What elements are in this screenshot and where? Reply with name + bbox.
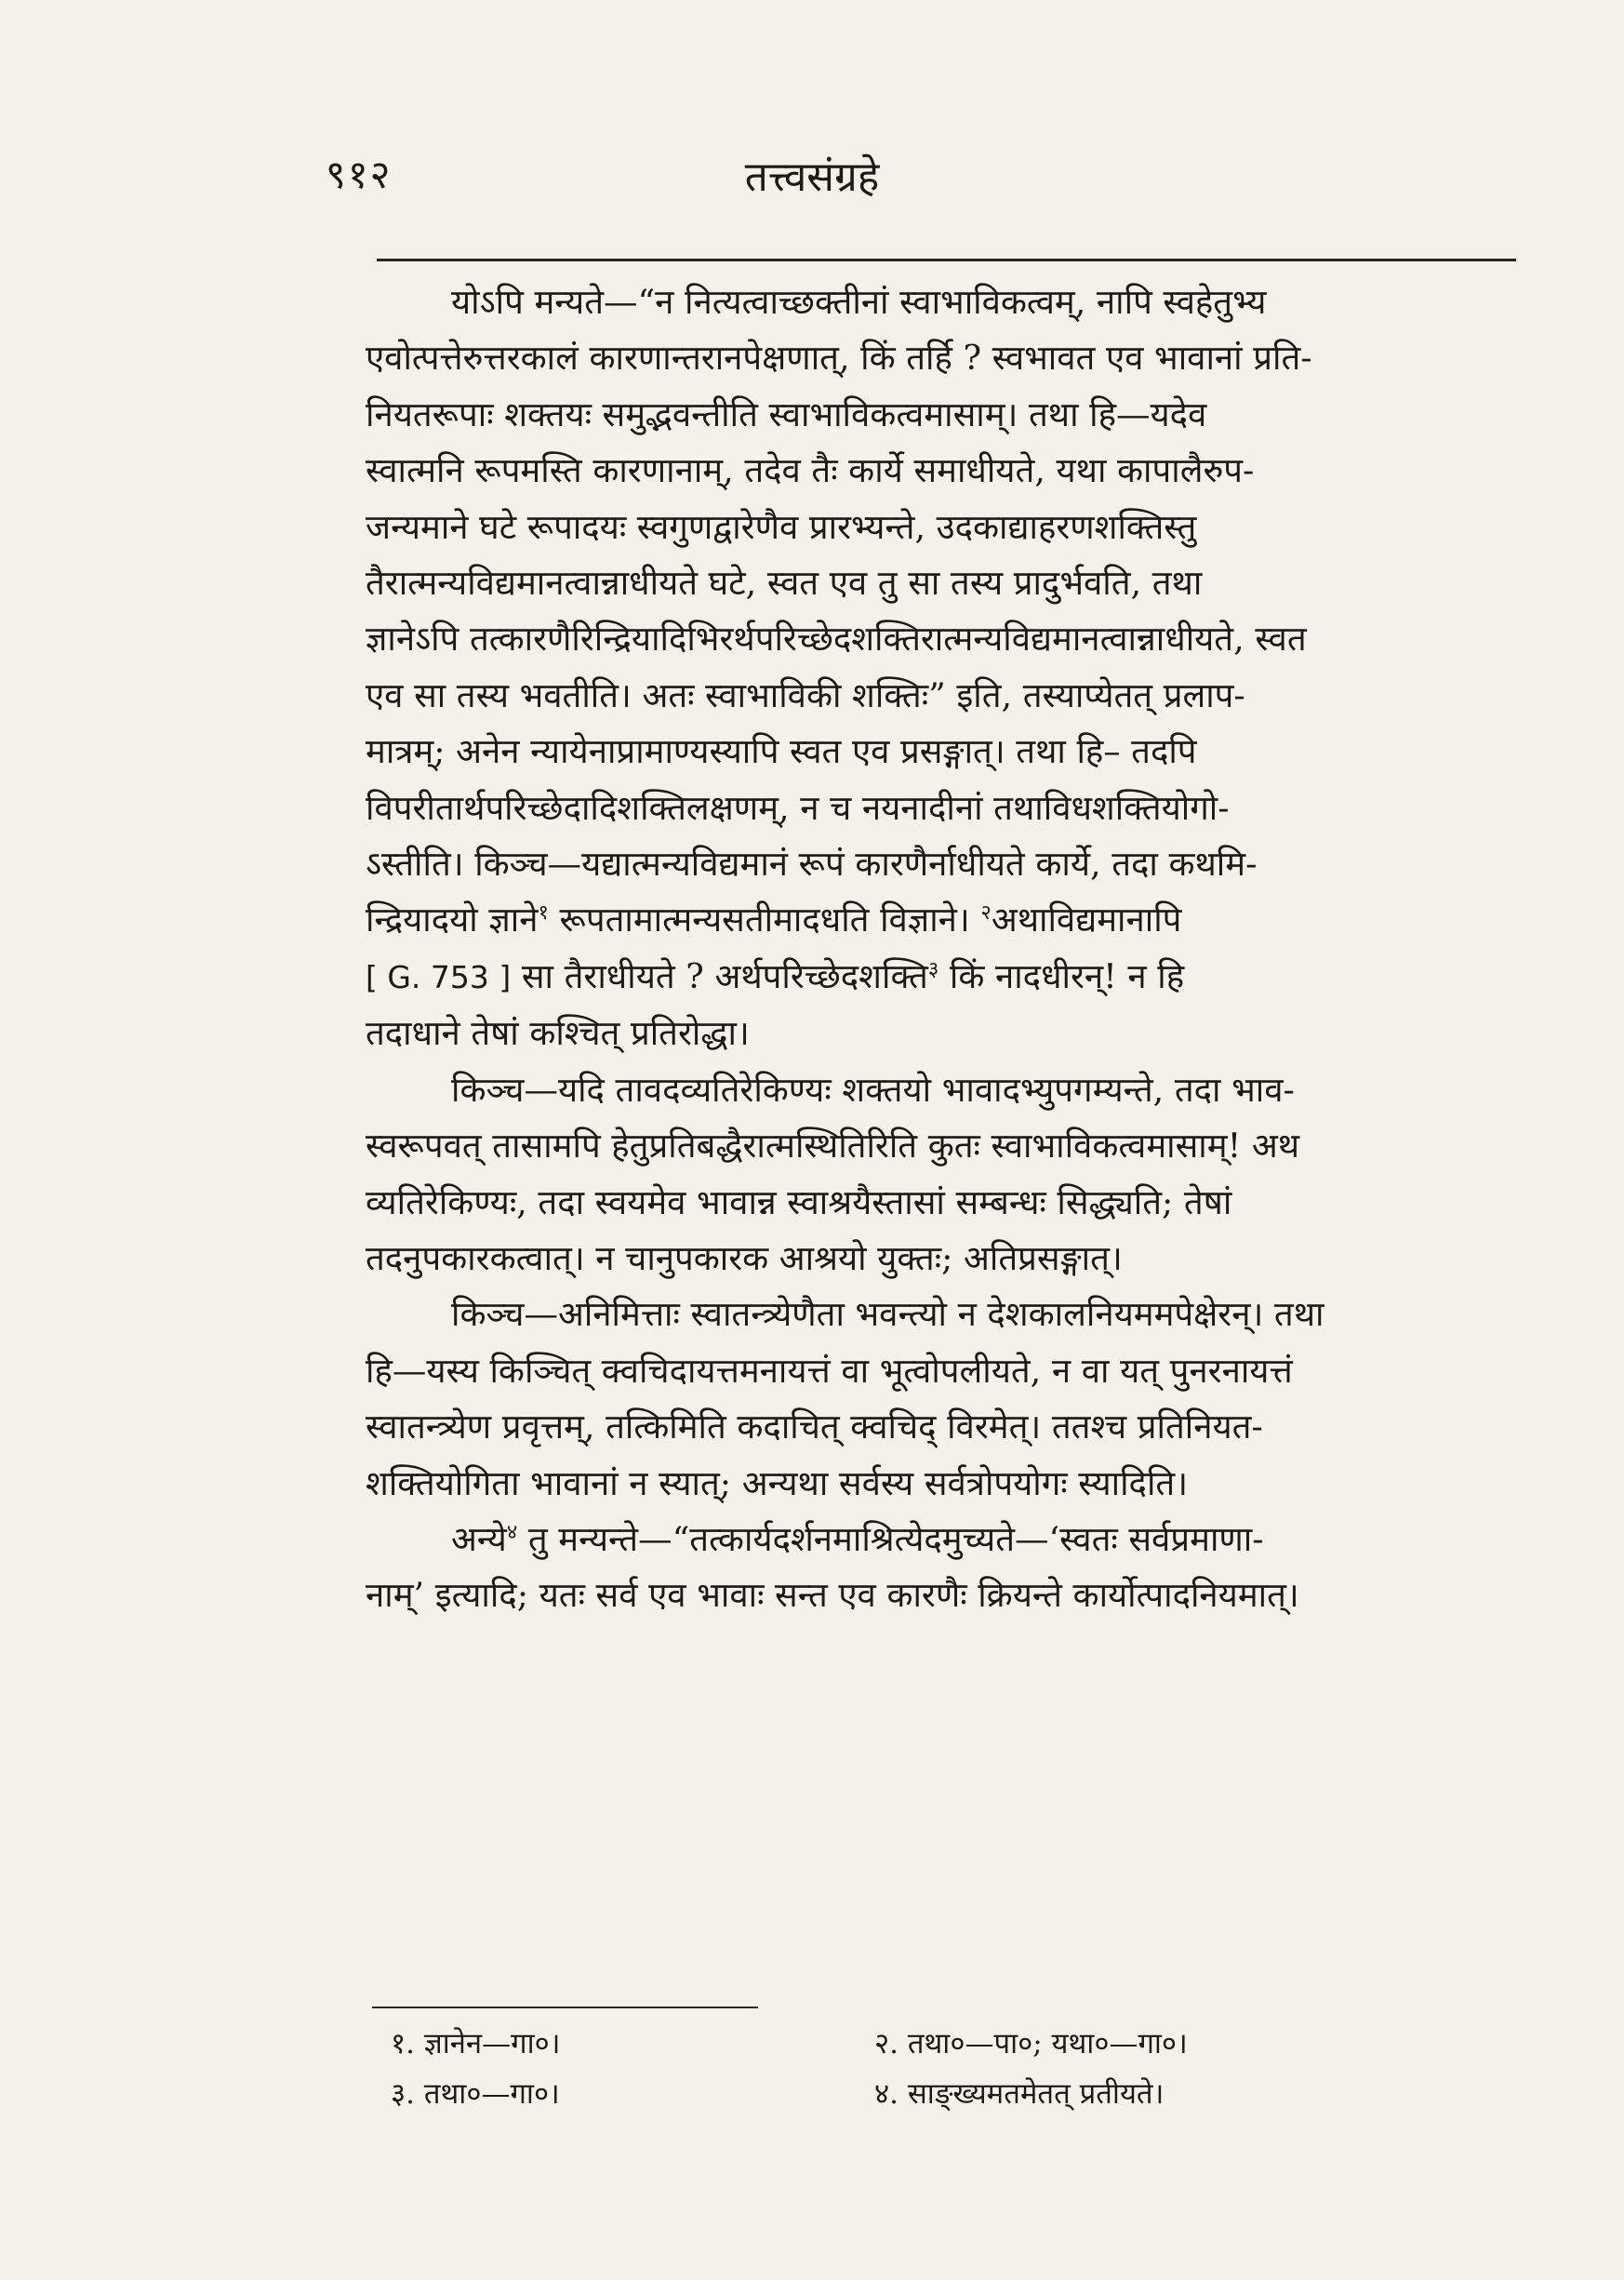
footnote-marker: ४ [506, 1520, 518, 1544]
text-line [366, 555, 1500, 611]
text-line [366, 892, 1500, 948]
text-line [366, 387, 1500, 443]
text-line [366, 443, 1500, 499]
text-segment: ज्ञानेऽपि तत्कारणैरिन्द्रियादिभिरर्थपरिच्छेदशक्तिरात्मन्यविद्यमानत्वान्नाधीयते, स्वत [366, 619, 1307, 660]
text-segment: एवोत्पत्तेरुत्तरकालं कारणान्तरानपेक्षणात्, किं तर्हि ? स्वभावत एव भावानां प्रति- [366, 338, 1312, 379]
text-segment: नाम्’ इत्यादि; यतः सर्व एव भावाः सन्त एव कारणैः क्रियन्ते कार्योत्पादनियमात्। [366, 1575, 1299, 1616]
footnote: ४. साङ्ख्यमतमेतत् प्रतीयते। [874, 2077, 1165, 2111]
text-line [366, 1175, 1500, 1231]
footnote-row [391, 2069, 1414, 2119]
text-segment: किञ्च—यदि तावदव्यतिरेकिण्यः शक्तयो भावादभ्युपगम्यन्ते, तदा भाव- [451, 1069, 1295, 1110]
text-segment: तदनुपकारकत्वात्। न चानुपकारक आश्रयो युक्तः; अतिप्रसङ्गात्। [366, 1237, 1123, 1278]
footnote-marker: १ [538, 901, 549, 926]
text-segment: जन्यमाने घटे रूपादयः स्वगुणद्वारेणैव प्रारभ्यन्ते, उदकाद्याहरणशक्तिस्तु [366, 506, 1197, 547]
text-segment: ऽस्तीति। किञ्च—यद्यात्मन्यविद्यमानं रूपं कारणैर्नाधीयते कार्ये, तदा कथमि- [366, 844, 1258, 885]
text-line [366, 1567, 1500, 1623]
text-line [366, 836, 1500, 892]
text-segment: किं नादधीरन्! न हि [938, 955, 1185, 996]
text-line [366, 1399, 1500, 1455]
text-segment: हि—यस्य किञ्चित् क्वचिदायत्तमनायत्तं वा भूत्वोपलीयते, न वा यत् पुनरनायत्तं [366, 1350, 1293, 1391]
text-line [366, 330, 1500, 386]
footnote: १. ज्ञानेन—गा०। [391, 2027, 561, 2060]
text-segment: तदाधाने तेषां कश्चित् प्रतिरोद्धा। [366, 1013, 750, 1054]
text-segment: किञ्च—अनिमित्ताः स्वातन्त्र्येणैता भवन्त्यो न देशकालनियममपेक्षेरन्। तथा [451, 1294, 1324, 1335]
text-segment: स्वातन्त्र्येण प्रवृत्तम्, तत्किमिति कदाचित् क्वचिद् विरमेत्। ततश्च प्रतिनियत- [366, 1407, 1263, 1447]
text-segment: न्द्रियादयो ज्ञाने [366, 900, 539, 940]
text-line [366, 500, 1500, 555]
text-segment: मात्रम्; अनेन न्यायेनाप्रामाण्यस्यापि स्वत एव प्रसङ्गात्। तथा हि– तदपि [366, 731, 1197, 772]
text-segment: स्वरूपवत् तासामपि हेतुप्रतिबद्धैरात्मस्थितिरिति कुतः स्वाभाविकत्वमासाम्! अथ [366, 1126, 1300, 1167]
text-line [366, 1118, 1500, 1174]
text-line [366, 1231, 1500, 1287]
text-line [366, 611, 1500, 667]
text-segment: सा तैराधीयते ? अर्थपरिच्छेदशक्ति [511, 955, 928, 996]
text-segment: योऽपि मन्यते—“न नित्यत्वाच्छक्तीनां स्वाभाविकत्वम्, नापि स्वहेतुभ्य [451, 282, 1267, 322]
running-title: तत्त्वसंग्रहे [744, 153, 880, 201]
footnote-rule [372, 2007, 758, 2008]
text-segment: अन्ये [451, 1518, 507, 1559]
page-number: ९१२ [326, 152, 393, 197]
text-segment: तु मन्यन्ते—“तत्कार्यदर्शनमाश्रित्येदमुच्यते—‘स्वतः सर्वप्रमाणा- [517, 1518, 1264, 1559]
footnotes [391, 2019, 1414, 2119]
page-reference: [ G. 753 ] [366, 958, 512, 995]
footnote-row [391, 2019, 1414, 2069]
text-segment: रूपतामात्मन्यसतीमादधति विज्ञाने। [548, 900, 981, 940]
footnote-marker: ३ [927, 957, 939, 981]
text-line [366, 274, 1500, 330]
text-segment: अथाविद्यमानापि [991, 900, 1182, 940]
text-segment: विपरीतार्थपरिच्छेदादिशक्तिलक्षणम्, न च नयनादीनां तथाविधशक्तियोगो- [366, 787, 1230, 828]
body-text [366, 274, 1500, 1624]
footnote-marker: २ [980, 901, 992, 926]
text-line [366, 668, 1500, 724]
text-line [366, 1512, 1500, 1567]
text-line [366, 1456, 1500, 1512]
text-line [366, 949, 1500, 1006]
text-line [366, 1006, 1500, 1061]
text-segment: नियतरूपाः शक्तयः समुद्भवन्तीति स्वाभाविकत्वमासाम्। तथा हि—यदेव [366, 393, 1207, 434]
header-rule [377, 259, 1516, 261]
text-line [366, 780, 1500, 836]
text-line [366, 724, 1500, 780]
text-segment: एव सा तस्य भवतीति। अतः स्वाभाविकी शक्तिः” इति, तस्याप्येतत् प्रलाप- [366, 674, 1245, 715]
footnote: २. तथा०—पा०; यथा०—गा०। [874, 2027, 1188, 2060]
text-line [366, 1343, 1500, 1399]
text-line [366, 1062, 1500, 1118]
text-segment: शक्तियोगिता भावानां न स्यात्; अन्यथा सर्वस्य सर्वत्रोपयोगः स्यादिति। [366, 1462, 1189, 1503]
text-segment: स्वात्मनि रूपमस्ति कारणानाम्, तदेव तैः कार्ये समाधीयते, यथा कापालैरुप- [366, 450, 1255, 491]
text-segment: व्यतिरेकिण्यः, तदा स्वयमेव भावान्न स्वाश्रयैस्तासां सम्बन्धः सिद्ध्यति; तेषां [366, 1181, 1232, 1222]
footnote: ३. तथा०—गा०। [391, 2077, 560, 2111]
text-line [366, 1287, 1500, 1342]
text-segment: तैरात्मन्यविद्यमानत्वान्नाधीयते घटे, स्वत एव तु सा तस्य प्रादुर्भवति, तथा [366, 563, 1203, 604]
